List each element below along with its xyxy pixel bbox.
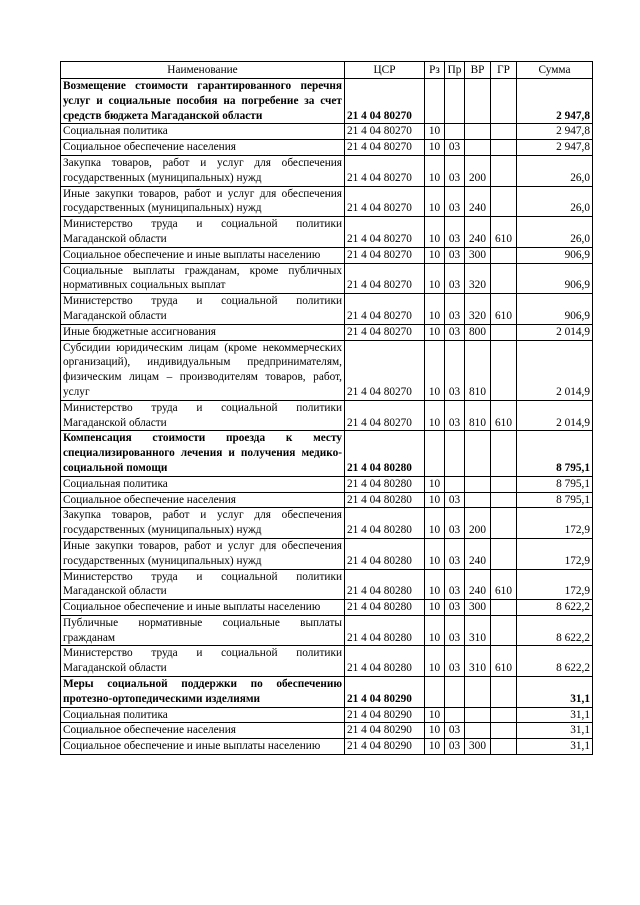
cell-name: Министерство труда и социальной политики Магаданской области xyxy=(61,400,345,431)
cell-pr: 03 xyxy=(445,294,465,325)
cell-gr: 610 xyxy=(491,217,517,248)
cell-gr xyxy=(491,492,517,508)
cell-sum: 2 947,8 xyxy=(517,140,593,156)
cell-gr xyxy=(491,324,517,340)
cell-sum: 2 947,8 xyxy=(517,124,593,140)
cell-name: Социальная политика xyxy=(61,476,345,492)
cell-rz: 10 xyxy=(425,263,445,294)
cell-vr: 810 xyxy=(465,400,491,431)
table-row xyxy=(61,508,593,539)
cell-rz: 10 xyxy=(425,569,445,600)
cell-name: Закупка товаров, работ и услуг для обеспечения государственных (муниципальных) нужд xyxy=(61,155,345,186)
cell-name: Меры социальной поддержки по обеспечению протезно-ортопедическими изделиями xyxy=(61,677,345,708)
table-row xyxy=(61,79,593,124)
cell-pr: 03 xyxy=(445,739,465,755)
cell-gr: 610 xyxy=(491,294,517,325)
cell-gr xyxy=(491,538,517,569)
cell-vr xyxy=(465,492,491,508)
cell-name: Социальное обеспечение населения xyxy=(61,492,345,508)
cell-rz: 10 xyxy=(425,476,445,492)
cell-rz: 10 xyxy=(425,615,445,646)
cell-rz: 10 xyxy=(425,646,445,677)
table-row xyxy=(61,707,593,723)
cell-gr xyxy=(491,247,517,263)
cell-sum: 26,0 xyxy=(517,155,593,186)
table-row xyxy=(61,186,593,217)
cell-rz: 10 xyxy=(425,294,445,325)
header-sum: Сумма xyxy=(517,62,593,79)
cell-vr xyxy=(465,431,491,476)
cell-vr: 300 xyxy=(465,247,491,263)
cell-csr: 21 4 04 80290 xyxy=(345,677,425,708)
budget-table xyxy=(60,61,593,755)
cell-pr xyxy=(445,124,465,140)
table-row xyxy=(61,431,593,476)
cell-pr xyxy=(445,476,465,492)
table-row xyxy=(61,476,593,492)
cell-csr: 21 4 04 80280 xyxy=(345,476,425,492)
cell-name: Социальное обеспечение и иные выплаты населению xyxy=(61,600,345,616)
table-row xyxy=(61,324,593,340)
cell-csr: 21 4 04 80270 xyxy=(345,247,425,263)
cell-sum: 2 014,9 xyxy=(517,324,593,340)
table-row xyxy=(61,124,593,140)
cell-gr xyxy=(491,140,517,156)
cell-vr: 240 xyxy=(465,538,491,569)
header-csr: ЦСР xyxy=(345,62,425,79)
cell-gr: 610 xyxy=(491,569,517,600)
table-row xyxy=(61,140,593,156)
cell-rz: 10 xyxy=(425,217,445,248)
table-row xyxy=(61,677,593,708)
cell-vr: 810 xyxy=(465,340,491,400)
cell-csr: 21 4 04 80270 xyxy=(345,340,425,400)
table-row xyxy=(61,217,593,248)
table-row xyxy=(61,723,593,739)
cell-pr xyxy=(445,677,465,708)
cell-gr xyxy=(491,707,517,723)
cell-pr: 03 xyxy=(445,600,465,616)
table-row xyxy=(61,155,593,186)
cell-name: Субсидии юридическим лицам (кроме некоммерческих организаций), индивидуальным предпринимателям, физическим лицам – производителям товаров, работ, услуг xyxy=(61,340,345,400)
cell-name: Социальное обеспечение населения xyxy=(61,723,345,739)
cell-pr: 03 xyxy=(445,263,465,294)
cell-gr xyxy=(491,723,517,739)
cell-pr xyxy=(445,431,465,476)
cell-name: Компенсация стоимости проезда к месту специализированного лечения и получения медико-социальной помощи xyxy=(61,431,345,476)
cell-csr: 21 4 04 80290 xyxy=(345,723,425,739)
cell-gr: 610 xyxy=(491,400,517,431)
cell-sum: 172,9 xyxy=(517,508,593,539)
cell-rz xyxy=(425,677,445,708)
cell-pr: 03 xyxy=(445,340,465,400)
cell-csr: 21 4 04 80270 xyxy=(345,79,425,124)
cell-gr xyxy=(491,739,517,755)
cell-sum: 906,9 xyxy=(517,247,593,263)
cell-csr: 21 4 04 80270 xyxy=(345,324,425,340)
cell-rz: 10 xyxy=(425,155,445,186)
cell-name: Социальные выплаты гражданам, кроме публичных нормативных социальных выплат xyxy=(61,263,345,294)
cell-sum: 172,9 xyxy=(517,538,593,569)
cell-vr: 200 xyxy=(465,508,491,539)
cell-rz: 10 xyxy=(425,508,445,539)
table-row xyxy=(61,600,593,616)
table-row xyxy=(61,492,593,508)
cell-vr: 310 xyxy=(465,615,491,646)
table-row xyxy=(61,739,593,755)
cell-sum: 31,1 xyxy=(517,707,593,723)
cell-rz: 10 xyxy=(425,247,445,263)
cell-rz: 10 xyxy=(425,186,445,217)
cell-pr: 03 xyxy=(445,155,465,186)
cell-vr xyxy=(465,79,491,124)
cell-name: Закупка товаров, работ и услуг для обеспечения государственных (муниципальных) нужд xyxy=(61,508,345,539)
cell-gr xyxy=(491,155,517,186)
cell-rz: 10 xyxy=(425,140,445,156)
table-row xyxy=(61,247,593,263)
cell-name: Иные закупки товаров, работ и услуг для обеспечения государственных (муниципальных) нужд xyxy=(61,538,345,569)
cell-vr: 200 xyxy=(465,155,491,186)
cell-pr: 03 xyxy=(445,247,465,263)
cell-vr xyxy=(465,707,491,723)
cell-gr xyxy=(491,476,517,492)
cell-sum: 2 014,9 xyxy=(517,340,593,400)
cell-name: Иные бюджетные ассигнования xyxy=(61,324,345,340)
cell-name: Министерство труда и социальной политики Магаданской области xyxy=(61,294,345,325)
cell-rz: 10 xyxy=(425,324,445,340)
cell-vr: 310 xyxy=(465,646,491,677)
cell-pr xyxy=(445,79,465,124)
cell-vr: 240 xyxy=(465,569,491,600)
cell-vr: 320 xyxy=(465,263,491,294)
cell-pr: 03 xyxy=(445,400,465,431)
cell-csr: 21 4 04 80270 xyxy=(345,263,425,294)
cell-gr xyxy=(491,186,517,217)
cell-rz: 10 xyxy=(425,124,445,140)
cell-sum: 8 622,2 xyxy=(517,600,593,616)
cell-csr: 21 4 04 80280 xyxy=(345,646,425,677)
header-name: Наименование xyxy=(61,62,345,79)
cell-name: Иные закупки товаров, работ и услуг для обеспечения государственных (муниципальных) нужд xyxy=(61,186,345,217)
cell-name: Министерство труда и социальной политики Магаданской области xyxy=(61,646,345,677)
cell-gr xyxy=(491,431,517,476)
table-body xyxy=(61,79,593,755)
table-row xyxy=(61,340,593,400)
cell-sum: 8 622,2 xyxy=(517,615,593,646)
cell-gr xyxy=(491,615,517,646)
cell-pr: 03 xyxy=(445,538,465,569)
cell-gr xyxy=(491,340,517,400)
cell-csr: 21 4 04 80280 xyxy=(345,600,425,616)
cell-sum: 26,0 xyxy=(517,217,593,248)
cell-sum: 8 795,1 xyxy=(517,492,593,508)
cell-csr: 21 4 04 80280 xyxy=(345,538,425,569)
cell-vr xyxy=(465,124,491,140)
cell-vr xyxy=(465,677,491,708)
header-rz: Рз xyxy=(425,62,445,79)
cell-pr xyxy=(445,707,465,723)
cell-sum: 26,0 xyxy=(517,186,593,217)
cell-name: Социальное обеспечение и иные выплаты населению xyxy=(61,739,345,755)
cell-name: Социальная политика xyxy=(61,707,345,723)
cell-vr: 240 xyxy=(465,186,491,217)
cell-name: Возмещение стоимости гарантированного перечня услуг и социальные пособия на погребение за счет средств бюджета Магаданской области xyxy=(61,79,345,124)
cell-csr: 21 4 04 80280 xyxy=(345,569,425,600)
table-row xyxy=(61,400,593,431)
cell-name: Социальная политика xyxy=(61,124,345,140)
cell-pr: 03 xyxy=(445,217,465,248)
cell-vr xyxy=(465,723,491,739)
cell-name: Социальное обеспечение населения xyxy=(61,140,345,156)
cell-vr xyxy=(465,140,491,156)
cell-csr: 21 4 04 80290 xyxy=(345,739,425,755)
header-pr: Пр xyxy=(445,62,465,79)
cell-pr: 03 xyxy=(445,140,465,156)
cell-gr xyxy=(491,263,517,294)
cell-csr: 21 4 04 80270 xyxy=(345,400,425,431)
cell-csr: 21 4 04 80270 xyxy=(345,140,425,156)
cell-rz: 10 xyxy=(425,723,445,739)
cell-pr: 03 xyxy=(445,508,465,539)
cell-vr: 240 xyxy=(465,217,491,248)
cell-vr: 300 xyxy=(465,600,491,616)
cell-pr: 03 xyxy=(445,492,465,508)
cell-csr: 21 4 04 80270 xyxy=(345,217,425,248)
table-header-row xyxy=(61,62,593,79)
cell-rz xyxy=(425,431,445,476)
cell-gr xyxy=(491,79,517,124)
header-gr: ГР xyxy=(491,62,517,79)
cell-gr xyxy=(491,508,517,539)
cell-sum: 8 795,1 xyxy=(517,476,593,492)
cell-sum: 2 947,8 xyxy=(517,79,593,124)
cell-sum: 31,1 xyxy=(517,723,593,739)
cell-sum: 172,9 xyxy=(517,569,593,600)
cell-rz xyxy=(425,79,445,124)
cell-csr: 21 4 04 80280 xyxy=(345,431,425,476)
cell-rz: 10 xyxy=(425,707,445,723)
cell-rz: 10 xyxy=(425,739,445,755)
cell-gr xyxy=(491,677,517,708)
cell-csr: 21 4 04 80280 xyxy=(345,615,425,646)
cell-csr: 21 4 04 80270 xyxy=(345,186,425,217)
cell-gr xyxy=(491,600,517,616)
cell-csr: 21 4 04 80280 xyxy=(345,508,425,539)
table-row xyxy=(61,263,593,294)
header-vr: ВР xyxy=(465,62,491,79)
cell-pr: 03 xyxy=(445,723,465,739)
cell-csr: 21 4 04 80270 xyxy=(345,294,425,325)
cell-csr: 21 4 04 80270 xyxy=(345,124,425,140)
cell-sum: 906,9 xyxy=(517,294,593,325)
cell-sum: 8 795,1 xyxy=(517,431,593,476)
cell-rz: 10 xyxy=(425,400,445,431)
cell-rz: 10 xyxy=(425,492,445,508)
table-row xyxy=(61,294,593,325)
cell-sum: 2 014,9 xyxy=(517,400,593,431)
cell-rz: 10 xyxy=(425,600,445,616)
cell-name: Социальное обеспечение и иные выплаты населению xyxy=(61,247,345,263)
cell-sum: 31,1 xyxy=(517,677,593,708)
cell-rz: 10 xyxy=(425,340,445,400)
cell-rz: 10 xyxy=(425,538,445,569)
cell-gr xyxy=(491,124,517,140)
cell-csr: 21 4 04 80290 xyxy=(345,707,425,723)
cell-vr: 320 xyxy=(465,294,491,325)
cell-gr: 610 xyxy=(491,646,517,677)
cell-vr xyxy=(465,476,491,492)
cell-pr: 03 xyxy=(445,324,465,340)
cell-name: Министерство труда и социальной политики Магаданской области xyxy=(61,569,345,600)
cell-vr: 800 xyxy=(465,324,491,340)
table-row xyxy=(61,615,593,646)
table-row xyxy=(61,538,593,569)
cell-csr: 21 4 04 80270 xyxy=(345,155,425,186)
cell-name: Публичные нормативные социальные выплаты гражданам xyxy=(61,615,345,646)
cell-sum: 906,9 xyxy=(517,263,593,294)
table-row xyxy=(61,646,593,677)
cell-pr: 03 xyxy=(445,569,465,600)
cell-pr: 03 xyxy=(445,646,465,677)
cell-pr: 03 xyxy=(445,186,465,217)
cell-pr: 03 xyxy=(445,615,465,646)
cell-csr: 21 4 04 80280 xyxy=(345,492,425,508)
cell-vr: 300 xyxy=(465,739,491,755)
table-row xyxy=(61,569,593,600)
cell-name: Министерство труда и социальной политики Магаданской области xyxy=(61,217,345,248)
cell-sum: 8 622,2 xyxy=(517,646,593,677)
cell-sum: 31,1 xyxy=(517,739,593,755)
